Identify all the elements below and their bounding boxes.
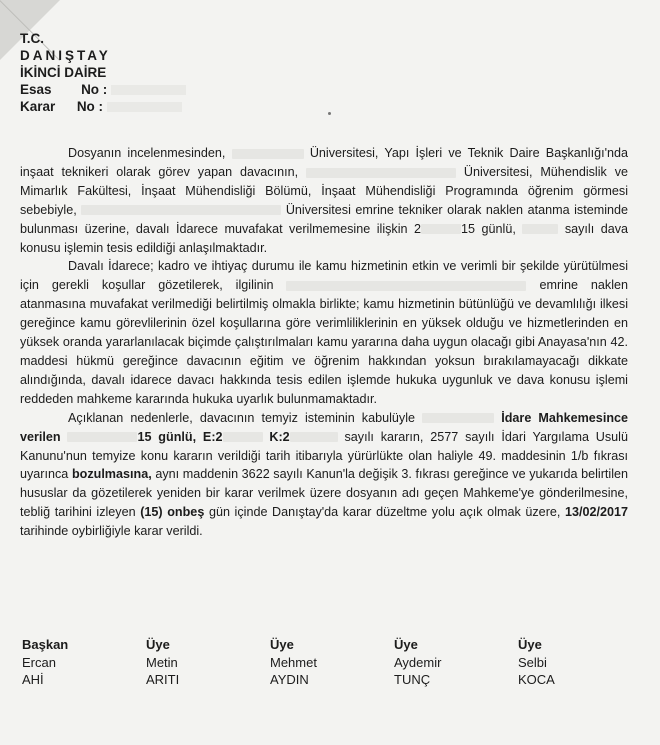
- redacted-text: [290, 432, 338, 442]
- signature-president: [22, 636, 146, 689]
- signature-member-3: [394, 636, 518, 689]
- signature-last-name: ARITI: [146, 672, 180, 687]
- signature-first-name: Aydemir: [394, 654, 442, 670]
- signature-first-name: Ercan: [22, 654, 56, 670]
- redacted-text: [421, 224, 461, 234]
- signature-role: Üye: [394, 637, 418, 652]
- redacted-text: [232, 149, 304, 159]
- signature-role: Üye: [270, 637, 294, 652]
- signature-block: [22, 636, 642, 689]
- signature-last-name: KOCA: [518, 672, 555, 687]
- chamber-name: İKİNCİ DAİRE: [20, 65, 107, 80]
- redacted-text: [522, 224, 558, 234]
- redacted-esas-number: [111, 85, 186, 95]
- redacted-text: [223, 432, 263, 442]
- signature-last-name: AYDIN: [270, 672, 309, 687]
- tc-label: T.C.: [20, 31, 45, 46]
- signature-last-name: AHİ: [22, 672, 44, 687]
- signature-last-name: TUNÇ: [394, 672, 431, 687]
- signature-role: Üye: [146, 637, 170, 652]
- redacted-karar-number: [107, 102, 182, 112]
- redacted-text: [286, 281, 526, 291]
- redacted-text: [67, 432, 137, 442]
- paragraph-reasoning: Davalı İdarece; kadro ve ihtiyaç durumu ile kamu hizmetinin etkin ve verimli bir şekilde yürütülmesi için gerekli koşullar gözetilerek, ilgilinin emrine naklen atanmasına muvafakat verilmediği belirtilmiş olmakla birlikte; kamu hizmetinin bütünlüğü ve devamlılığı ilkesi gereğince kamu görevlilerinin özel koşullarına göre verimliliklerinin en yüksek olduğu ve hizmetlerinden en yüksek oranda yararlanılacak biçimde çalıştırılmaları kamu yararına daha uygun olacağı gibi Anayasa'nın 42. maddesi hükmü gereğince davacının eğitim ve öğrenim hakkından yoksun bırakılamayacağı dikkate alındığında, davalı idarece davacı hakkında tesis edilen işlemde hukuka uygunluk ve dava konusu işlemi reddeden mahkeme kararında hukuka uyarlık bulunmamaktadır.: [20, 259, 629, 406]
- signature-first-name: Mehmet: [270, 654, 317, 670]
- esas-separator: No :: [81, 82, 108, 97]
- signature-member-4: [518, 636, 642, 689]
- signature-member-2: [270, 636, 394, 689]
- signature-first-name: Selbi: [518, 654, 547, 670]
- redacted-text: [81, 205, 281, 215]
- redacted-text: [306, 168, 456, 178]
- esas-number-row: [20, 81, 186, 98]
- paragraph-ruling: Açıklanan nedenlerle, davacının temyiz isteminin kabulüyle İdare Mahkemesince verilen 15 günlü, E:2 K:2 sayılı kararın, 2577 sayılı İdari Yargılama Usulü Kanunu'nun temyize konu kararın verildiği tarih itibarıyla yürürlükte olan haliyle 49. maddesinin 1/b fıkrası uyarınca bozulmasına, aynı maddenin 3622 sayılı Kanun'la değişik 3. fıkrası gereğince ve yukarıda belirtilen hususlar da gözetilerek yeniden bir karar verilmek üzere dosyanın adı geçen Mahkeme'ye gönderilmesine, tebliğ tarihini izleyen (15) onbeş gün içinde Danıştay'da karar düzeltme yolu açık olmak üzere, 13/02/2017 tarihinde oybirliğiyle karar verildi.: [20, 410, 629, 539]
- decision-body: [20, 144, 628, 541]
- karar-number-row: [20, 98, 186, 115]
- karar-separator: No :: [76, 99, 104, 114]
- paragraph-case-summary: Dosyanın incelenmesinden, Üniversitesi, Yapı İşleri ve Teknik Daire Başkanlığı'nda inşaat teknikeri olarak görev yapan davacının, Üniversitesi, Mühendislik ve Mimarlık Fakültesi, İnşaat Mühendisliği Bölümü, İnşaat Mühendisliği Programında öğrenim görmesi sebebiyle, Üniversitesi emrine tekniker olarak naklen atanma isteminde bulunması üzerine, davalı İdarece muvafakat verilmemesine ilişkin 2 15 günlü, sayılı dava konusu işlemin tesis edildiği anlaşılmaktadır.: [20, 146, 629, 255]
- signature-role: Başkan: [22, 637, 69, 652]
- signature-role: Üye: [518, 637, 542, 652]
- signature-member-1: [146, 636, 270, 689]
- signature-first-name: Metin: [146, 654, 178, 670]
- redacted-text: [422, 413, 494, 423]
- court-name: DANIŞTAY: [20, 48, 111, 63]
- esas-label: Esas: [20, 82, 52, 97]
- karar-label: Karar: [20, 99, 56, 114]
- document-header: [20, 30, 186, 115]
- scan-speck: [328, 112, 331, 115]
